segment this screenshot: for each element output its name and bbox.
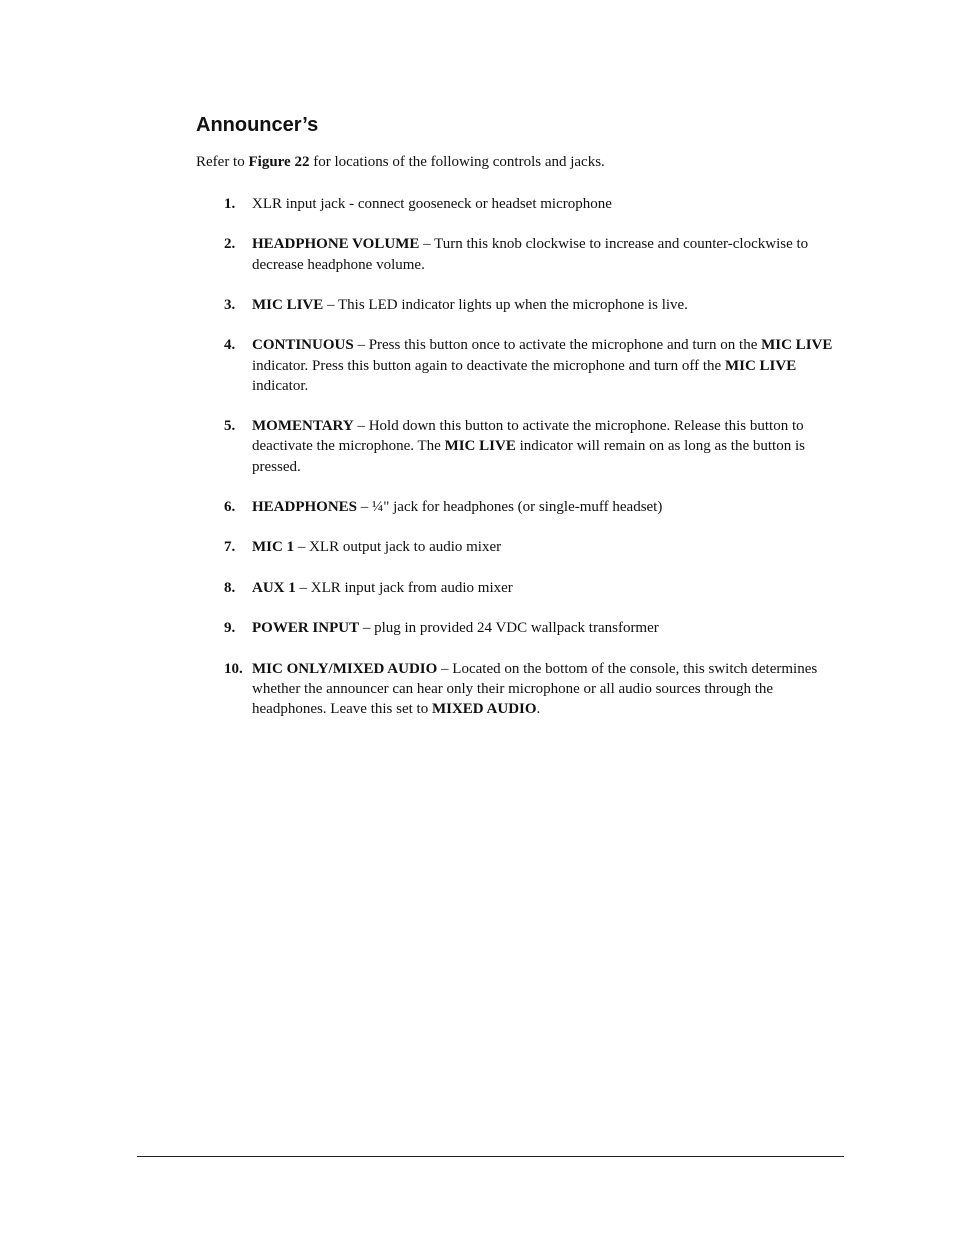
control-name: HEADPHONE VOLUME [252, 236, 420, 253]
item-number: 3. [224, 296, 236, 313]
list-item [224, 497, 844, 517]
item-text [252, 234, 844, 274]
item-description: – XLR input jack from audio mixer [295, 579, 513, 596]
item-description: indicator will remain on as long as the button is pressed. [252, 438, 805, 475]
control-name: MIC LIVE [444, 438, 516, 455]
list-item [224, 194, 844, 214]
item-description: – Press this button once to activate the microphone and turn on the [353, 337, 762, 354]
item-number: 5. [224, 418, 236, 435]
control-name: MIC LIVE [724, 357, 797, 374]
item-number: 6. [224, 498, 236, 515]
item-description: indicator. Press this button again to deactivate the microphone and turn off the [252, 357, 725, 374]
control-name: AUX 1 [252, 579, 296, 596]
item-text [252, 295, 844, 315]
item-text [252, 416, 844, 477]
control-name: MIC ONLY/MIXED AUDIO [252, 660, 438, 677]
intro-paragraph [196, 152, 605, 172]
item-text [252, 335, 844, 396]
list-item [224, 335, 844, 396]
item-text [252, 659, 844, 720]
list-item [224, 234, 844, 274]
item-text [252, 578, 844, 598]
item-number: 1. [224, 196, 236, 212]
footer-rule [137, 1156, 844, 1157]
control-name: MIC LIVE [252, 296, 324, 313]
item-description: XLR input jack - connect gooseneck or headset microphone [252, 196, 612, 212]
list-item [224, 416, 844, 477]
item-description: – XLR output jack to audio mixer [294, 539, 502, 556]
item-description: – plug in provided 24 VDC wallpack transformer [359, 620, 659, 637]
item-text [252, 618, 844, 638]
intro-suffix: for locations of the following controls and jacks. [309, 154, 605, 170]
item-description: – ¼" jack for headphones (or single-muff headset) [357, 498, 663, 515]
item-description: – This LED indicator lights up when the microphone is live. [323, 296, 688, 313]
control-name: POWER INPUT [252, 620, 360, 637]
item-number: 8. [224, 579, 236, 596]
item-text [252, 537, 844, 557]
list-item [224, 578, 844, 598]
item-text [252, 497, 844, 517]
item-text [252, 194, 844, 214]
control-name: CONTINUOUS [252, 337, 354, 354]
list-item [224, 295, 844, 315]
item-number: 9. [224, 620, 236, 637]
control-name: HEADPHONES [252, 498, 358, 515]
control-name: MOMENTARY [252, 418, 354, 435]
list-item [224, 537, 844, 557]
item-description: . [536, 700, 541, 717]
list-item [224, 618, 844, 638]
control-name: MIXED AUDIO [431, 700, 537, 717]
item-description: – Turn this knob clockwise to increase and counter-clockwise to decrease headphone volume. [252, 236, 809, 273]
item-description: – Hold down this button to activate the microphone. Release this button to deactivate the microphone. The [252, 418, 804, 455]
item-description: indicator. [252, 377, 309, 394]
section-heading: Announcer’s [196, 114, 319, 136]
figure-reference: Figure 22 [248, 154, 310, 170]
control-name: MIC 1 [252, 539, 295, 556]
control-name: MIC LIVE [761, 337, 833, 354]
intro-prefix: Refer to [196, 154, 249, 170]
controls-list [224, 194, 844, 739]
item-number: 2. [224, 236, 236, 253]
item-number: 4. [224, 337, 236, 354]
item-number: 10. [224, 660, 243, 677]
item-description: – Located on the bottom of the console, this switch determines whether the announcer can hear only their microphone or all audio sources through the headphones. Leave this set to [252, 660, 818, 717]
item-number: 7. [224, 539, 236, 556]
list-item [224, 659, 844, 720]
